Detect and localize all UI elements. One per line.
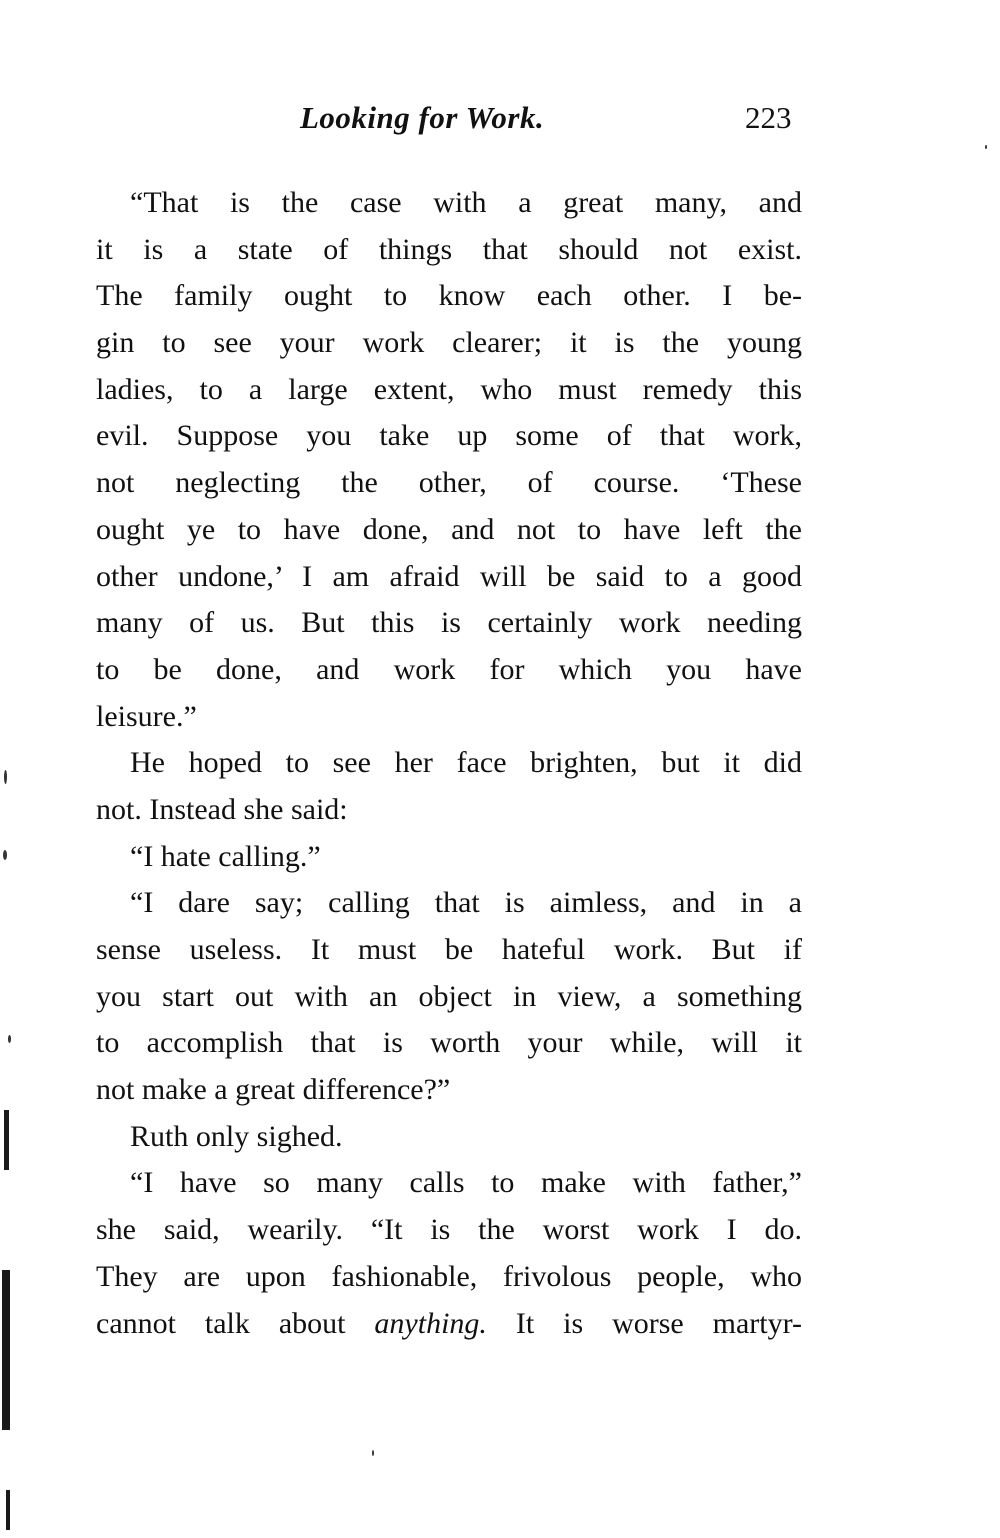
running-title: Looking for Work. (300, 100, 545, 135)
text-line: leisure.” (96, 699, 197, 733)
text-segment: cannot talk about (96, 1306, 375, 1340)
page-number: 223 (745, 100, 792, 135)
scan-speck (985, 145, 987, 149)
text-line: to accomplish that is worth your while, will it (96, 1026, 802, 1060)
text-line-with-italic (96, 1301, 802, 1348)
scan-edge-artifact (4, 1110, 9, 1170)
italic-word: anything. (374, 1306, 487, 1340)
text-line: ladies, to a large extent, who must remedy this (96, 372, 802, 406)
text-line: “I dare say; calling that is aimless, and in a (130, 886, 802, 920)
scan-edge-artifact (6, 1490, 10, 1530)
scan-speck (4, 770, 7, 784)
text-line: it is a state of things that should not exist. (96, 232, 802, 266)
body-text (96, 180, 802, 1347)
text-line: “I hate calling.” (130, 839, 321, 873)
text-line: The family ought to know each other. I be- (96, 279, 802, 313)
text-line: He hoped to see her face brighten, but it did (130, 746, 802, 780)
text-line: Ruth only sighed. (130, 1119, 343, 1153)
text-line: sense useless. It must be hateful work. But if (96, 933, 802, 966)
text-line: They are upon fashionable, frivolous people, who (96, 1259, 802, 1293)
scan-speck (8, 1035, 11, 1043)
text-line: she said, wearily. “It is the worst work I do. (96, 1213, 802, 1247)
scan-speck (3, 850, 7, 860)
text-line: other undone,’ I am afraid will be said to a good (96, 559, 802, 593)
text-line: you start out with an object in view, a something (96, 979, 802, 1013)
scan-edge-artifact (2, 1270, 10, 1430)
text-line: not make a great difference?” (96, 1073, 451, 1107)
text-line: not neglecting the other, of course. ‘These (96, 466, 802, 500)
text-line: not. Instead she said: (96, 792, 348, 826)
text-line: evil. Suppose you take up some of that work, (96, 419, 802, 453)
text-line: to be done, and work for which you have (96, 652, 802, 686)
text-line: “That is the case with a great many, and (130, 186, 802, 219)
text-line: “I have so many calls to make with father,” (130, 1166, 802, 1200)
scan-speck (372, 1450, 374, 1456)
text-line: gin to see your work clearer; it is the young (96, 326, 802, 360)
text-line: ought ye to have done, and not to have left the (96, 512, 802, 546)
text-line: many of us. But this is certainly work needing (96, 606, 802, 640)
text-segment: It is worse martyr- (486, 1306, 802, 1340)
